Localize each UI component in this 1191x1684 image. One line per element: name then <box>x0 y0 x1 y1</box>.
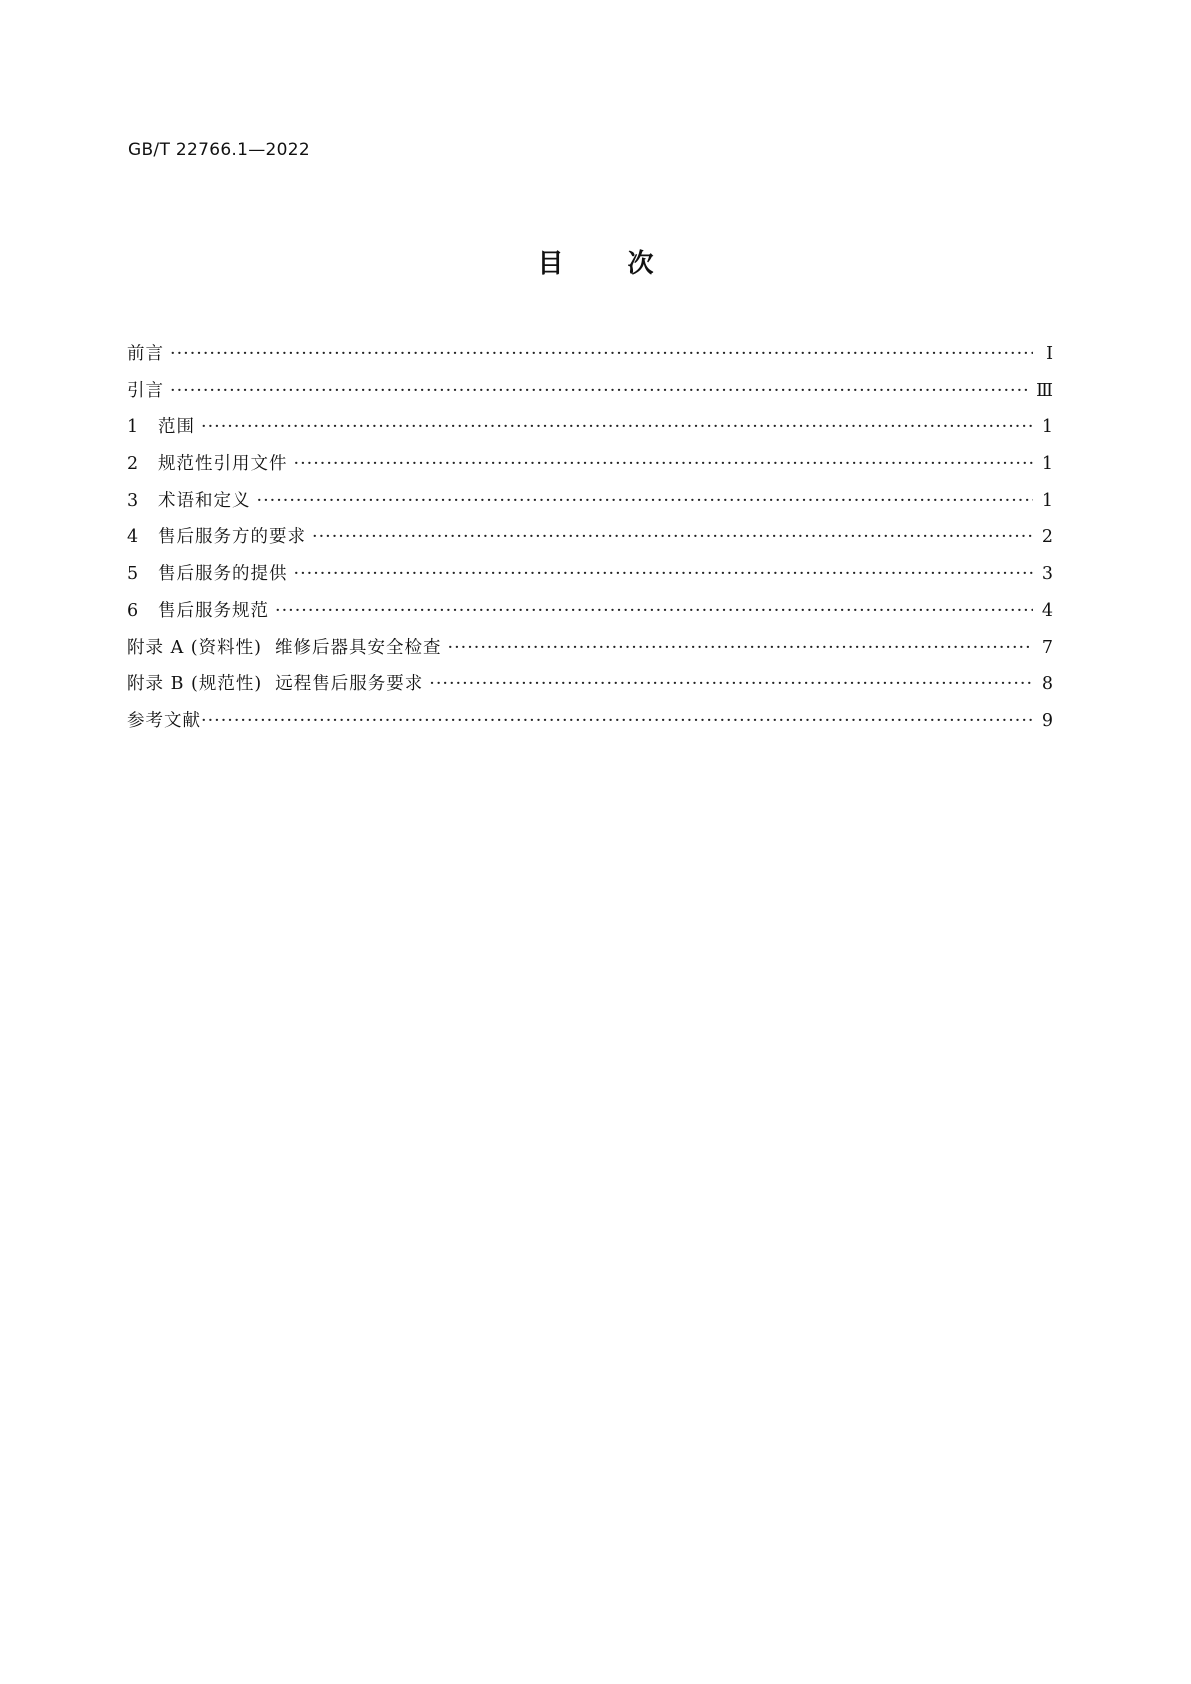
toc-entry-normative-references[interactable] <box>127 450 1053 487</box>
leader-dots <box>294 564 1034 584</box>
toc-entry-service-provision[interactable] <box>127 560 1053 597</box>
leader-dots <box>448 638 1033 658</box>
toc-entry-label: 术语和定义 <box>158 490 251 511</box>
toc-entry-bibliography[interactable] <box>127 707 1053 744</box>
toc-entry-page: 7 <box>1041 637 1053 658</box>
toc-list <box>127 340 1053 744</box>
toc-entry-number: 1 <box>127 417 139 438</box>
toc-entry-label: 参考文献 <box>127 710 201 731</box>
toc-entry-foreword[interactable] <box>127 340 1053 377</box>
toc-entry-label: 规范性引用文件 <box>158 454 288 475</box>
leader-dots <box>294 454 1034 474</box>
toc-entry-label: 前言 <box>127 344 164 364</box>
toc-entry-label: 售后服务规范 <box>158 600 269 621</box>
toc-entry-scope[interactable] <box>127 413 1053 450</box>
leader-dots <box>312 527 1033 547</box>
toc-entry-label: 范围 <box>158 417 195 438</box>
toc-entry-annex-b[interactable] <box>127 670 1053 707</box>
toc-entry-label: 附录 A (资料性) 维修后器具安全检查 <box>127 637 442 658</box>
toc-title-part2: 次 <box>627 249 654 279</box>
toc-entry-page: 9 <box>1041 710 1053 731</box>
toc-entry-terms-definitions[interactable] <box>127 487 1053 524</box>
toc-entry-label: 售后服务方的要求 <box>158 527 306 548</box>
toc-title-part1: 目 <box>537 249 564 279</box>
toc-entry-page: 1 <box>1041 454 1053 475</box>
toc-entry-label: 引言 <box>127 380 164 401</box>
toc-entry-page: 3 <box>1041 564 1053 585</box>
leader-dots <box>170 381 1030 401</box>
toc-entry-number: 6 <box>127 600 139 621</box>
toc-entry-label: 附录 B (规范性) 远程售后服务要求 <box>127 674 424 695</box>
toc-entry-page: Ⅲ <box>1036 380 1053 401</box>
leader-dots <box>170 344 1033 364</box>
toc-entry-page: 8 <box>1041 674 1053 695</box>
toc-entry-number: 2 <box>127 454 139 475</box>
toc-entry-label: 售后服务的提供 <box>158 564 288 585</box>
toc-title <box>0 243 1191 280</box>
toc-entry-page: Ⅰ <box>1046 344 1053 364</box>
toc-entry-page: 1 <box>1041 417 1053 438</box>
toc-entry-introduction[interactable] <box>127 377 1053 414</box>
toc-entry-page: 1 <box>1041 490 1053 511</box>
leader-dots <box>275 601 1033 621</box>
leader-dots <box>201 417 1033 437</box>
toc-entry-page: 2 <box>1041 527 1053 548</box>
leader-dots <box>201 711 1033 731</box>
toc-entry-provider-requirements[interactable] <box>127 523 1053 560</box>
toc-entry-page: 4 <box>1041 600 1053 621</box>
leader-dots <box>257 491 1034 511</box>
standard-code: GB/T 22766.1—2022 <box>128 140 311 160</box>
toc-entry-service-specification[interactable] <box>127 597 1053 634</box>
toc-entry-annex-a[interactable] <box>127 634 1053 671</box>
toc-entry-number: 5 <box>127 564 139 585</box>
toc-entry-number: 4 <box>127 527 139 548</box>
toc-entry-number: 3 <box>127 490 139 511</box>
leader-dots <box>429 674 1033 694</box>
